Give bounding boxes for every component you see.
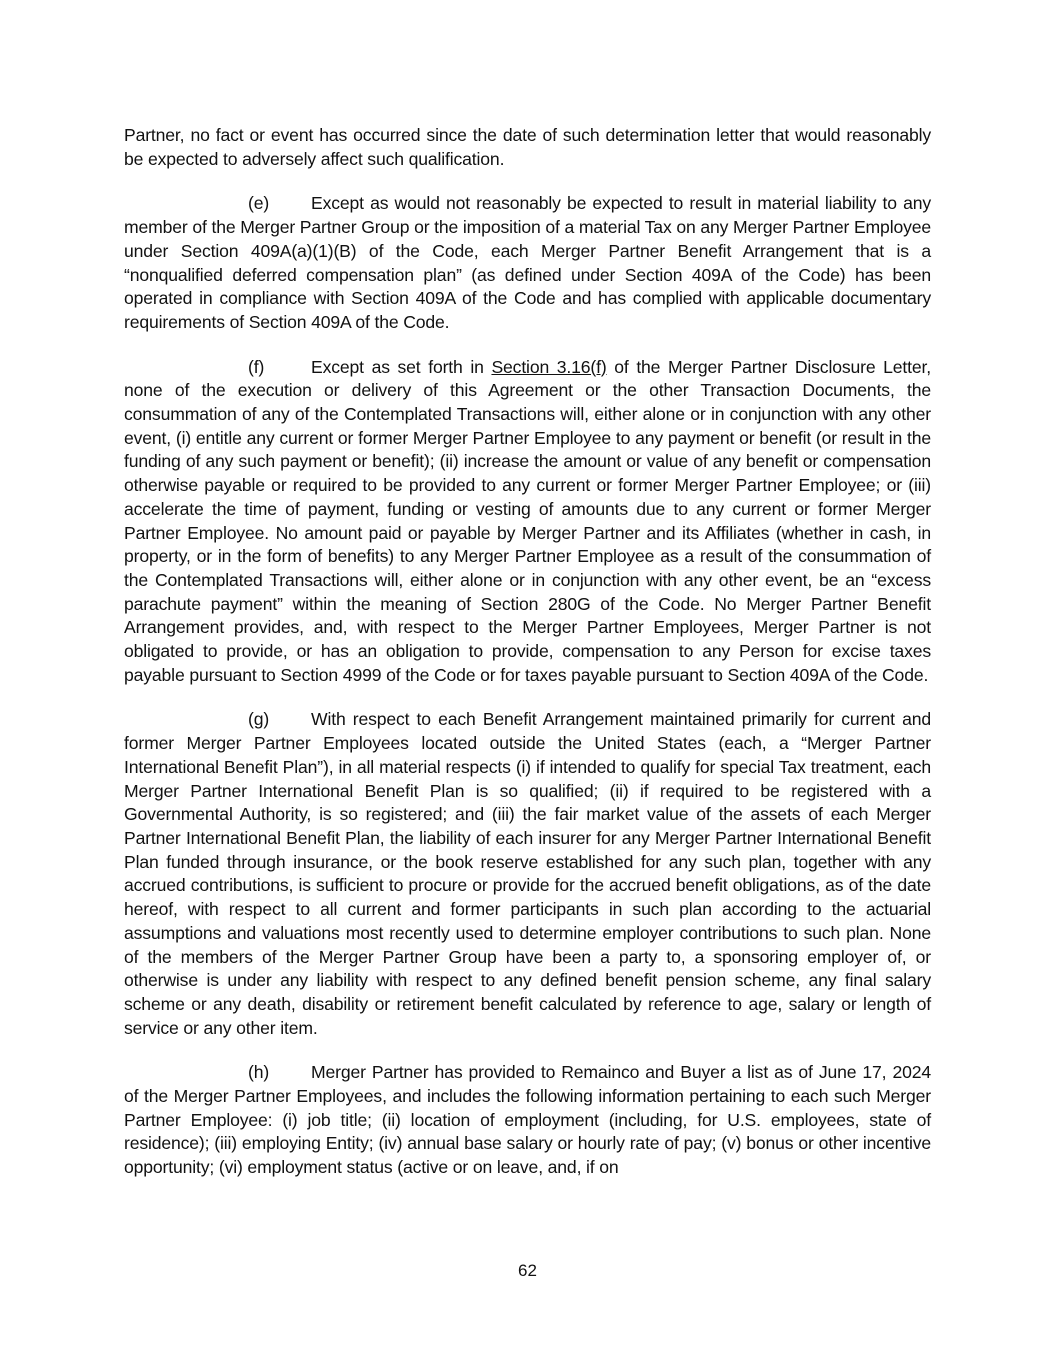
paragraph-text: Partner, no fact or event has occurred since the date of such determination letter that would reasonably be expected to adversely affect such qualification. bbox=[124, 125, 931, 169]
paragraph-text: Except as set forth in bbox=[311, 356, 492, 377]
paragraph-continuation bbox=[124, 124, 931, 171]
paragraph-g bbox=[124, 708, 931, 1040]
document-page bbox=[124, 124, 931, 1201]
paragraph-e bbox=[124, 192, 931, 334]
paragraph-label: (f) bbox=[248, 356, 265, 377]
paragraph-label: (g) bbox=[248, 709, 270, 730]
paragraph-f bbox=[124, 356, 931, 688]
paragraph-label: (h) bbox=[248, 1062, 270, 1083]
paragraph-text: Except as would not reasonably be expected to result in material liability to any member of the Merger Partner Group or the imposition of a material Tax on any Merger Partner Employee under Section 409A(a)(1)(B) of the Code, each Merger Partner Benefit Arrangement that is a “nonqualified deferred compensation plan” (as defined under Section 409A of the Code) has been operated in compliance with Section 409A of the Code and has complied with applicable documentary requirements of Section 409A of the Code. bbox=[124, 193, 931, 332]
section-reference: Section 3.16(f) bbox=[491, 356, 607, 377]
page-number: 62 bbox=[518, 1261, 537, 1280]
paragraph-text: of the Merger Partner Disclosure Letter, none of the execution or delivery of this Agreement or the other Transaction Documents, the consummation of any of the Contemplated Transactions will, either alone or in conjunction with any other event, (i) entitle any current or former Merger Partner Employee to any payment or benefit (or result in the funding of any such payment or benefit); (ii) increase the amount or value of any benefit or compensation otherwise payable or required to be provided to any current or former Merger Partner Employee; or (iii) accelerate the time of payment, funding or vesting of amounts due to any current or former Merger Partner Employee. No amount paid or payable by Merger Partner and its Affiliates (whether in cash, in property, or in the form of benefits) to any Merger Partner Employee as a result of the consummation of the Contemplated Transactions will, either alone or in conjunction with any other event, be an “excess parachute payment” within the meaning of Section 280G of the Code. No Merger Partner Benefit Arrangement provides, and, with respect to the Merger Partner Employees, Merger Partner is not obligated to provide, or has an obligation to provide, compensation to any Person for excise taxes payable pursuant to Section 4999 of the Code or for taxes payable pursuant to Section 409A of the Code. bbox=[124, 356, 932, 685]
paragraph-text: With respect to each Benefit Arrangement maintained primarily for current and former Merger Partner Employees located outside the United States (each, a “Merger Partner International Benefit Plan”), in all material respects (i) if intended to qualify for special Tax treatment, each Merger Partner International Benefit Plan is so qualified; (ii) if required to be registered with a Governmental Authority, is so registered; and (iii) the fair market value of the assets of each Merger Partner International Benefit Plan, the liability of each insurer for any Merger Partner International Benefit Plan funded through insurance, or the book reserve established for any such plan, together with any accrued contributions, is sufficient to procure or provide for the accrued benefit obligations, as of the date hereof, with respect to all current and former participants in such plan according to the actuarial assumptions and valuations most recently used to determine employer contributions to such plan. None of the members of the Merger Partner Group have been a party to, a sponsoring employer of, or otherwise is under any liability with respect to any defined benefit pension scheme, any final salary scheme or any death, disability or retirement benefit calculated by reference to age, salary or length of service or any other item. bbox=[124, 709, 931, 1038]
paragraph-text: Merger Partner has provided to Remainco and Buyer a list as of June 17, 2024 of the Merger Partner Employees, and includes the following information pertaining to each such Merger Partner Employee: (i) job title; (ii) location of employment (including, for U.S. employees, state of residence); (iii) employing Entity; (iv) annual base salary or hourly rate of pay; (v) bonus or other incentive opportunity; (vi) employment status (active or on leave, and, if on bbox=[124, 1062, 931, 1178]
paragraph-label: (e) bbox=[248, 193, 270, 214]
paragraph-h bbox=[124, 1061, 931, 1180]
